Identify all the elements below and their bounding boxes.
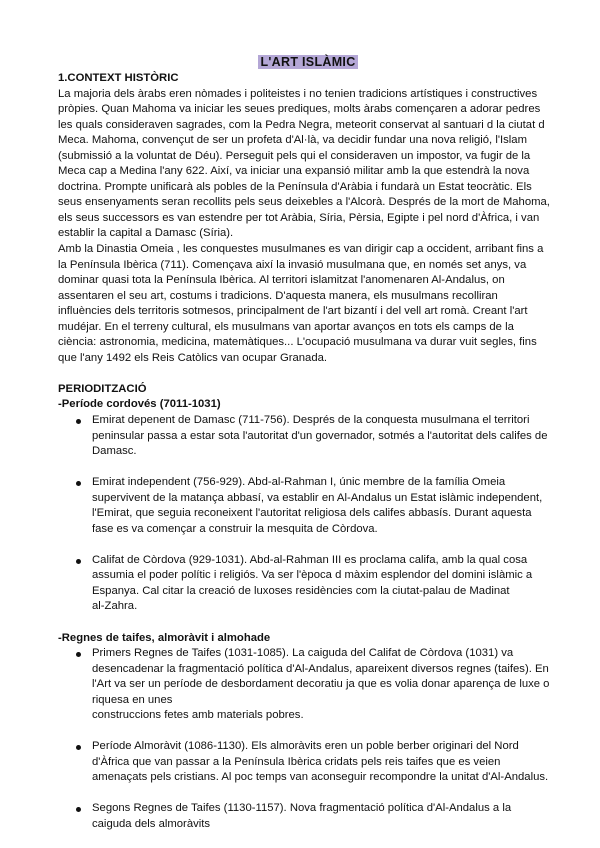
text-line: ciència: astronomia, medicina, matemàtiques... L'ocupació musulmana va durar vuit segles, fins: [58, 336, 537, 349]
list-item: [58, 475, 558, 537]
text-line: riquesa en unes: [92, 693, 173, 706]
bullet-icon: [76, 419, 81, 424]
list-item: [58, 801, 558, 832]
document-page: [58, 55, 558, 833]
period-groups: [58, 397, 558, 832]
text-line: l'Emirat, que seguia reconeixent l'autoritat religiosa dels califes abbasís. Durant aquesta: [92, 507, 532, 520]
text-line: els seus successors es van estendre per tot Aràbia, Síria, Pèrsia, Egipte i pel nord d'Àfrica, i van: [58, 211, 540, 224]
text-line: Emirat independent (756-929). Abd-al-Rahman I, únic membre de la família Omeia: [92, 476, 506, 489]
section-heading-periodization: PERIODITZACIÓ: [58, 382, 147, 395]
text-line: peninsular passa a estar sota l'autoritat d'un governador, sotmés a l'autoritat dels califes de: [92, 429, 548, 442]
text-line: que l'any 1492 els Reis Catòlics van ocupar Granada.: [58, 351, 328, 364]
text-line: Califat de Còrdova (929-1031). Abd-al-Rahman III es proclama califa, amb la qual cosa: [92, 553, 528, 566]
text-line: influències dels territoris sotmesos, principalment de l'art bizantí i del vell art romà. Creant l'art: [58, 305, 528, 318]
spacer: [58, 366, 558, 382]
list-item: [58, 646, 558, 724]
text-line: pròpies. Quan Mahoma va iniciar les seues prediques, molts àrabs començaren a adorar pedres: [58, 103, 541, 116]
text-line: assumia el poder polític i religiós. Va ser l'època d màxim esplendor del domini islàmic a: [92, 569, 533, 582]
title-row: [58, 55, 558, 71]
period-list: [58, 413, 558, 615]
spacer: [58, 724, 558, 740]
text-line: Primers Regnes de Taifes (1031-1085). La caiguda del Califat de Còrdova (1031) va: [92, 647, 514, 660]
text-line: mudéjar. En el terreny cultural, els musulmans van aportar avanços en tots els camps de la: [58, 320, 514, 333]
text-line: la Península Ibèrica (711). Començava així la invasió musulmana que, en només set anys, va: [58, 258, 527, 271]
bullet-icon: [76, 481, 81, 486]
text-line: l'Art va ser un període de desbordament decoratiu ja que es volia donar aparença de luxe o: [92, 678, 550, 691]
text-line: d'Àfrica que van passar a la Península Ibèrica cridats pels reis taifes que es veien: [92, 755, 501, 768]
text-line: establir la capital a Damasc (Síria).: [58, 227, 234, 240]
list-item: [58, 739, 558, 786]
paragraph-context-1: [58, 87, 558, 242]
period-group-title: -Període cordovés (7011-1031): [58, 398, 221, 411]
text-line: Meca cap a Medina l'any 622. Així, va iniciar una expansió militar amb la que estendrà la nova: [58, 165, 530, 178]
bullet-icon: [76, 745, 81, 750]
text-line: construccions fetes amb materials pobres.: [92, 709, 304, 722]
text-line: Amb la Dinastia Omeia , les conquestes musulmanes es van dirigir cap a occident, arribant fins a: [58, 243, 544, 256]
text-line: fase es va començar a construir la mesquita de Còrdova.: [92, 522, 378, 535]
spacer: [58, 615, 558, 631]
text-line: caiguda dels almoràvits: [92, 817, 211, 830]
bullet-icon: [76, 559, 81, 564]
text-line: Damasc.: [92, 445, 137, 458]
text-line: La majoria dels àrabs eren nòmades i politeistes i no tenien tradicions artístiques i constructives: [58, 87, 538, 100]
list-item: [58, 413, 558, 460]
section-heading-context: 1.CONTEXT HISTÒRIC: [58, 72, 179, 84]
text-line: supervivent de la matança abbasí, va establir en Al-Andalus un Estat islàmic independent,: [92, 491, 543, 504]
bullet-icon: [76, 652, 81, 657]
text-line: seus ensenyaments seran recollits pels seus deixebles a l'Alcorà. Després de la mort de Mahoma,: [58, 196, 550, 209]
text-line: assentaren el seu art, costums i tradicions. D'aquesta manera, els musulmans recolliran: [58, 289, 498, 302]
bullet-icon: [76, 807, 81, 812]
list-item: [58, 553, 558, 615]
text-line: Període Almoràvit (1086-1130). Els almoràvits eren un poble berber originari del Nord: [92, 740, 519, 753]
document-title: L'ART ISLÀMIC: [260, 55, 356, 69]
text-line: les quals consideraven sagrades, com la Pedra Negra, meteorit conservat al santuari d la ciutat d: [58, 118, 545, 131]
text-line: Espanya. Cal citar la creació de luxoses residències com la ciutat-palau de Madinat: [92, 584, 510, 597]
spacer: [58, 786, 558, 802]
period-list: [58, 646, 558, 832]
text-line: Meca. Mahoma, convençut de ser un profeta d'Al·là, va decidir fundar una nova religió, l'Islam: [58, 134, 527, 147]
text-line: al-Zahra.: [92, 600, 138, 613]
text-line: Emirat depenent de Damasc (711-756). Després de la conquesta musulmana el territori: [92, 413, 530, 426]
text-line: amenaçats pels cristians. Al poc temps van aconseguir recompondre la unitat d'Al-Andalus.: [92, 771, 549, 784]
spacer: [58, 460, 558, 476]
spacer: [58, 537, 558, 553]
text-line: Segons Regnes de Taifes (1130-1157). Nova fragmentació política d'Al-Andalus a la: [92, 802, 512, 815]
paragraph-context-2: [58, 242, 558, 366]
period-group-title: -Regnes de taifes, almoràvit i almohade: [58, 631, 271, 644]
text-line: desencadenar la fragmentació política d'Al-Andalus, apareixent diversos regnes (taifes). En: [92, 662, 549, 675]
text-line: (submissió a la voluntat de Déu). Perseguit pels qui el consideraven un impostor, va fugir de la: [58, 149, 531, 162]
text-line: doctrina. Prompte unificarà als pobles de la Península d'Aràbia i fundarà un Estat teocràtic. Els: [58, 180, 532, 193]
text-line: dominar quasi tota la Península Ibèrica. Al territori islamitzat l'anomenaren Al-Andalus, on: [58, 274, 505, 287]
